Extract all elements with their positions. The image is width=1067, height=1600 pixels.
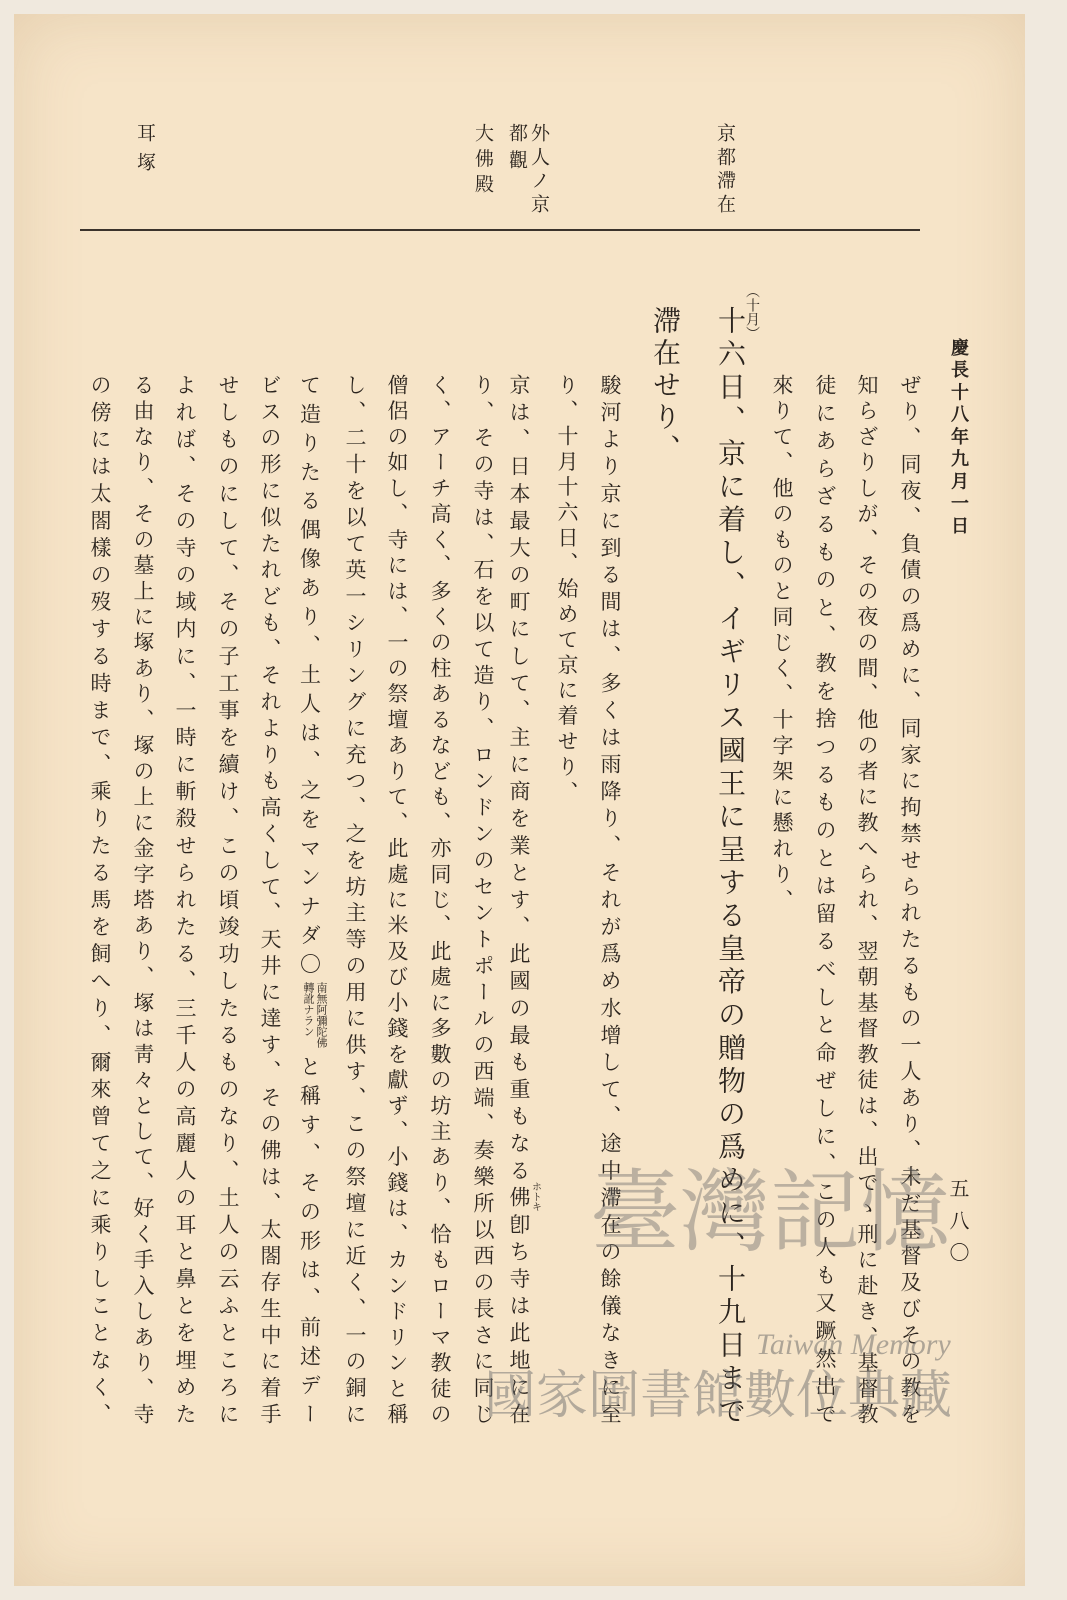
body-column: せしものにして、その子工事を續け、この頃竣功したるものなり、土人の云ふところに (216, 374, 240, 1424)
body-column (298, 374, 328, 1424)
body-column: 徒にあらざるものと、教を捨つるものとは留るべしと命ぜしに、この人も又蹶然出で (813, 374, 837, 1424)
body-column: よれば、その寺の域内に、一時に斬殺せられたる、三千人の高麗人の耳と鼻とを埋めた (173, 374, 197, 1424)
header-rule (80, 229, 920, 231)
warichu-line: 南無阿彌陀佛 (315, 981, 328, 1048)
watermark-logo: 臺灣記憶 (590, 1160, 950, 1265)
ruby-reading: ホトキ (529, 1181, 541, 1212)
body-column (507, 374, 541, 1425)
body-column: ビスの形に似たれども、それよりも高くして、天井に達す、その佛は、太閤存生中に着手 (258, 374, 282, 1424)
watermark-logo-english: Taiwan Memory (756, 1328, 951, 1361)
margin-note-foreigners-view-a: 外人ノ京 (528, 123, 550, 213)
text-run: て造りたる偶像あり、土人は、之をマンナダ〇 (297, 374, 322, 982)
entry-date-note: （十月） (744, 284, 760, 340)
body-column: 知らざりしが、その夜の間、他の者に教へられ、翌朝基督教徒は、出でゝ刑に赴き、基督教 (855, 374, 879, 1424)
warichu-note (302, 982, 328, 1048)
text-run: 京は、日本最大の町にして、主に商を業とす、此國の最も重もなる (507, 374, 531, 1187)
body-column: ぜり、同夜、負債の爲めに、同家に拘禁せられたるもの一人あり、未だ基督及びその教を (898, 374, 922, 1424)
body-column: し、二十を以て英一シリングに充つ、之を坊主等の用に供す、この祭壇に近く、一の銅に (343, 374, 367, 1424)
margin-note-kyoto-stay: 京都滯在 (714, 123, 736, 213)
ruby-word (507, 1181, 541, 1212)
entry-heading-line: 滯在せり、 (649, 306, 682, 462)
running-head: 慶長十八年九月一日 (948, 338, 969, 534)
body-column: の傍には太閤樣の歿する時まで、乘りたる馬を飼へり、爾來曾て之に乘りしことなく、 (88, 374, 112, 1424)
warichu-line: 轉訛ナラン (302, 981, 315, 1037)
body-column: り、十月十六日、始めて京に着せり、 (555, 374, 579, 802)
body-column: 駿河より京に到る間は、多くは雨降り、それが爲め水增して、途中滯在の餘儀なきに至 (598, 374, 622, 1424)
margin-note-foreigners-view-b: 都觀 (506, 123, 528, 169)
entry-heading-line: 十六日、京に着し、イギリス國王に呈する皇帝の贈物の爲めに、十九日まで (714, 306, 747, 1424)
text-run: と稱す、その形は、前述デー (297, 1047, 322, 1425)
page-number: 五八〇 (946, 1178, 970, 1262)
ruby-base: 佛 (507, 1181, 531, 1212)
body-column: く、アーチ高く、多くの柱あるなども、亦同じ、此處に多數の坊主あり、恰もローマ教徒の (428, 374, 452, 1424)
watermark-institution: 國家圖書館數位典藏 (484, 1366, 953, 1426)
body-column: り、その寺は、石を以て造り、ロンドンのセントポールの西端、奏樂所以西の長さに同じ (471, 374, 495, 1424)
body-column: る由なり、その墓上に塚あり、塚の上に金字塔あり、塚は靑々として、好く手入しあり、寺 (131, 374, 155, 1424)
margin-note-great-buddha-hall: 大佛殿 (472, 123, 494, 193)
margin-note-ear-mound: 耳塚 (134, 123, 156, 171)
body-column: 來りて、他のものと同じく、十字架に懸れり、 (770, 374, 794, 910)
text-run: 卽ち寺は此地に在 (507, 1207, 531, 1425)
body-column: 僧侶の如し、寺には、一の祭壇ありて、此處に米及び小錢を獻ず、小錢は、カンドリンと稱 (385, 374, 409, 1424)
